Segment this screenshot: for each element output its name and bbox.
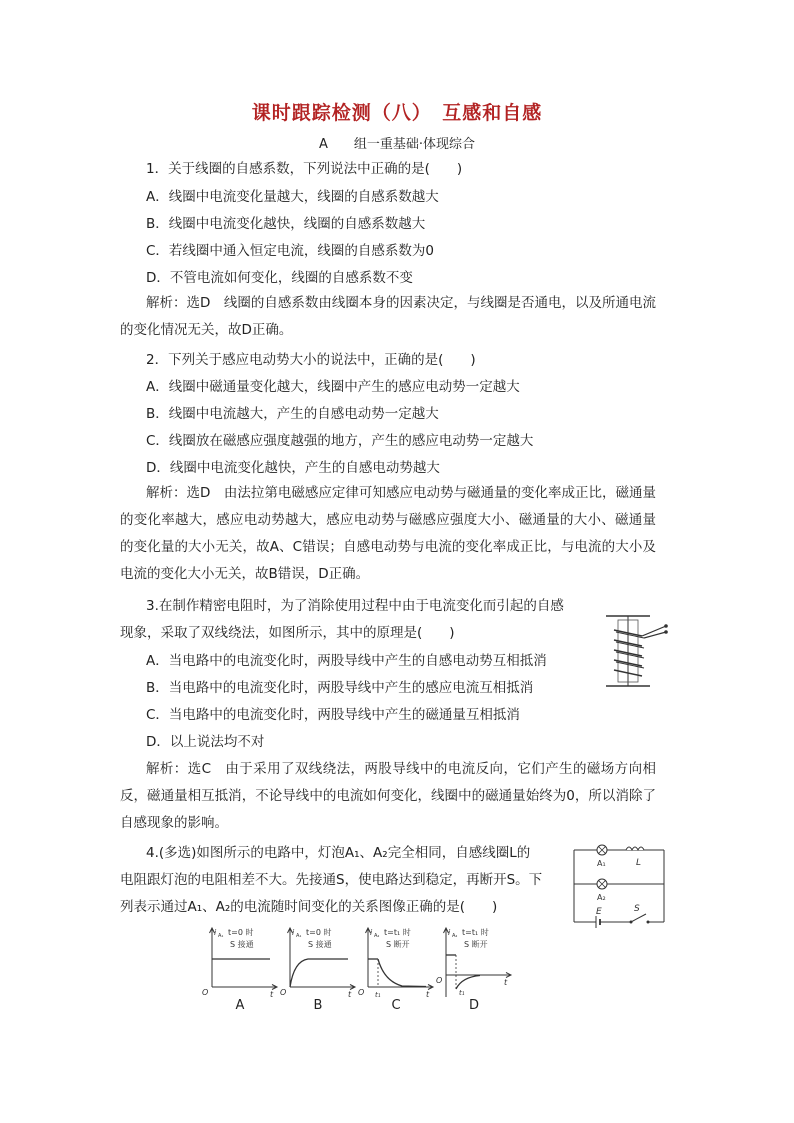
graph-b-ylabel: i [292, 928, 295, 937]
q3-analysis: 解析：选C 由于采用了双线绕法，两股导线中的电流反向，它们产生的磁场方向相反，磁通量相互抵消，不论导线中的电流如何变化，线圈中的磁通量始终为0，所以消除了自感现象的影响。 [120, 761, 656, 831]
graph-b-label: B [313, 998, 323, 1013]
q3-option-b: B．当电路中的电流变化时，两股导线中产生的感应电流互相抵消 [146, 680, 534, 696]
q3-option-d: D．以上说法均不对 [146, 734, 265, 750]
graph-a-cond: t=0 时 [228, 928, 254, 937]
graph-c-ysub: A₂ [374, 933, 380, 939]
q4-stem-line2: 电阻跟灯泡的电阻相差不大。先接通S，使电路达到稳定，再断开S。下 [120, 872, 543, 888]
q2-option-b: B．线圈中电流越大，产生的自感电动势一定越大 [146, 406, 439, 422]
graph-b-state: S 接通 [308, 940, 332, 949]
graph-a-origin: O [202, 988, 209, 997]
graph-c-state: S 断开 [386, 940, 410, 949]
lamp-a1-label: A₁ [597, 859, 606, 868]
graph-d-xlabel: t [504, 978, 508, 987]
q2-option-a: A．线圈中磁通量变化越大，线圈中产生的感应电动势一定越大 [146, 379, 520, 395]
graph-d-ysub: A₂ [452, 933, 458, 939]
q1-stem: 1．关于线圈的自感系数，下列说法中正确的是( ) [146, 161, 463, 177]
q3-option-c: C．当电路中的电流变化时，两股导线中产生的磁通量互相抵消 [146, 707, 520, 723]
battery-label: E [596, 907, 602, 917]
graph-c-ylabel: i [370, 928, 373, 937]
q1-analysis: 解析：选D 线圈的自感系数由线圈本身的因素决定，与线圈是否通电，以及所通电流的变化情况无关，故D正确。 [120, 295, 656, 338]
q2-option-d: D．线圈中电流变化越快，产生的自感电动势越大 [146, 460, 440, 476]
graph-d-ylabel: i [448, 928, 451, 937]
q2-option-c: C．线圈放在磁感应强度越强的地方，产生的感应电动势一定越大 [146, 433, 534, 449]
q1-option-d: D．不管电流如何变化，线圈的自感系数不变 [146, 270, 413, 286]
graph-c-label: C [391, 998, 401, 1013]
q1-option-c: C．若线圈中通入恒定电流，线圈的自感系数为0 [146, 243, 435, 259]
page-title: 课时跟踪检测（八） 互感和自感 [251, 102, 543, 124]
q2-stem: 2．下列关于感应电动势大小的说法中，正确的是( ) [146, 352, 476, 368]
q4-stem-line1: 4.(多选)如图所示的电路中，灯泡A₁、A₂完全相同，自感线圈L的 [146, 845, 531, 861]
q3-stem-line1: 3.在制作精密电阻时，为了消除使用过程中由于电流变化而引起的自感 [146, 598, 564, 614]
graph-b-xlabel: t [348, 990, 352, 999]
q2-analysis: 解析：选D 由法拉第电磁感应定律可知感应电动势与磁通量的变化率成正比，磁通量的变化率越大，感应电动势越大，感应电动势与磁感应强度大小、磁通量的大小、磁通量的变化量的大小无关，故A、C错误；自感电动势与电流的变化率成正比，与电流的大小及电流的变化大小无关，故B错误，D正确。 [120, 485, 656, 582]
q4-stem-line3: 列表示通过A₁、A₂的电流随时间变化的关系图像正确的是( ) [120, 899, 498, 915]
inductor-label: L [636, 858, 642, 868]
graph-a-xlabel: t [270, 990, 274, 999]
graph-a-ysub: A₁ [218, 933, 224, 939]
q1-option-a: A．线圈中电流变化量越大，线圈的自感系数越大 [146, 189, 439, 205]
circuit-diagram [568, 836, 680, 934]
graph-c-cond: t=t₁ 时 [384, 928, 411, 937]
graph-c-t1: t₁ [375, 991, 381, 999]
graph-d-state: S 断开 [464, 940, 488, 949]
graph-d-label: D [468, 998, 479, 1013]
q3-stem-line2: 现象，采取了双线绕法，如图所示，其中的原理是( ) [120, 625, 455, 641]
graph-b-cond: t=0 时 [306, 928, 332, 937]
graph-a-ylabel: i [214, 928, 217, 937]
bifilar-coil-figure [600, 612, 672, 692]
graph-d-cond: t=t₁ 时 [462, 928, 489, 937]
graph-d-t1: t₁ [459, 989, 465, 997]
graph-b-ysub: A₁ [296, 933, 302, 939]
switch-label: S [634, 904, 640, 914]
section-subtitle: A 组一重基础·体现综合 [318, 137, 476, 152]
graph-c-xlabel: t [426, 990, 430, 999]
graph-c-origin: O [358, 988, 365, 997]
q1-option-b: B．线圈中电流变化越快，线圈的自感系数越大 [146, 216, 426, 232]
q3-option-a: A．当电路中的电流变化时，两股导线中产生的自感电动势互相抵消 [146, 653, 547, 669]
graph-a-label: A [235, 998, 245, 1013]
lamp-a2-label: A₂ [597, 893, 606, 902]
graph-d-origin: O [436, 976, 443, 985]
graph-b-origin: O [280, 988, 287, 997]
graph-a-state: S 接通 [230, 940, 254, 949]
